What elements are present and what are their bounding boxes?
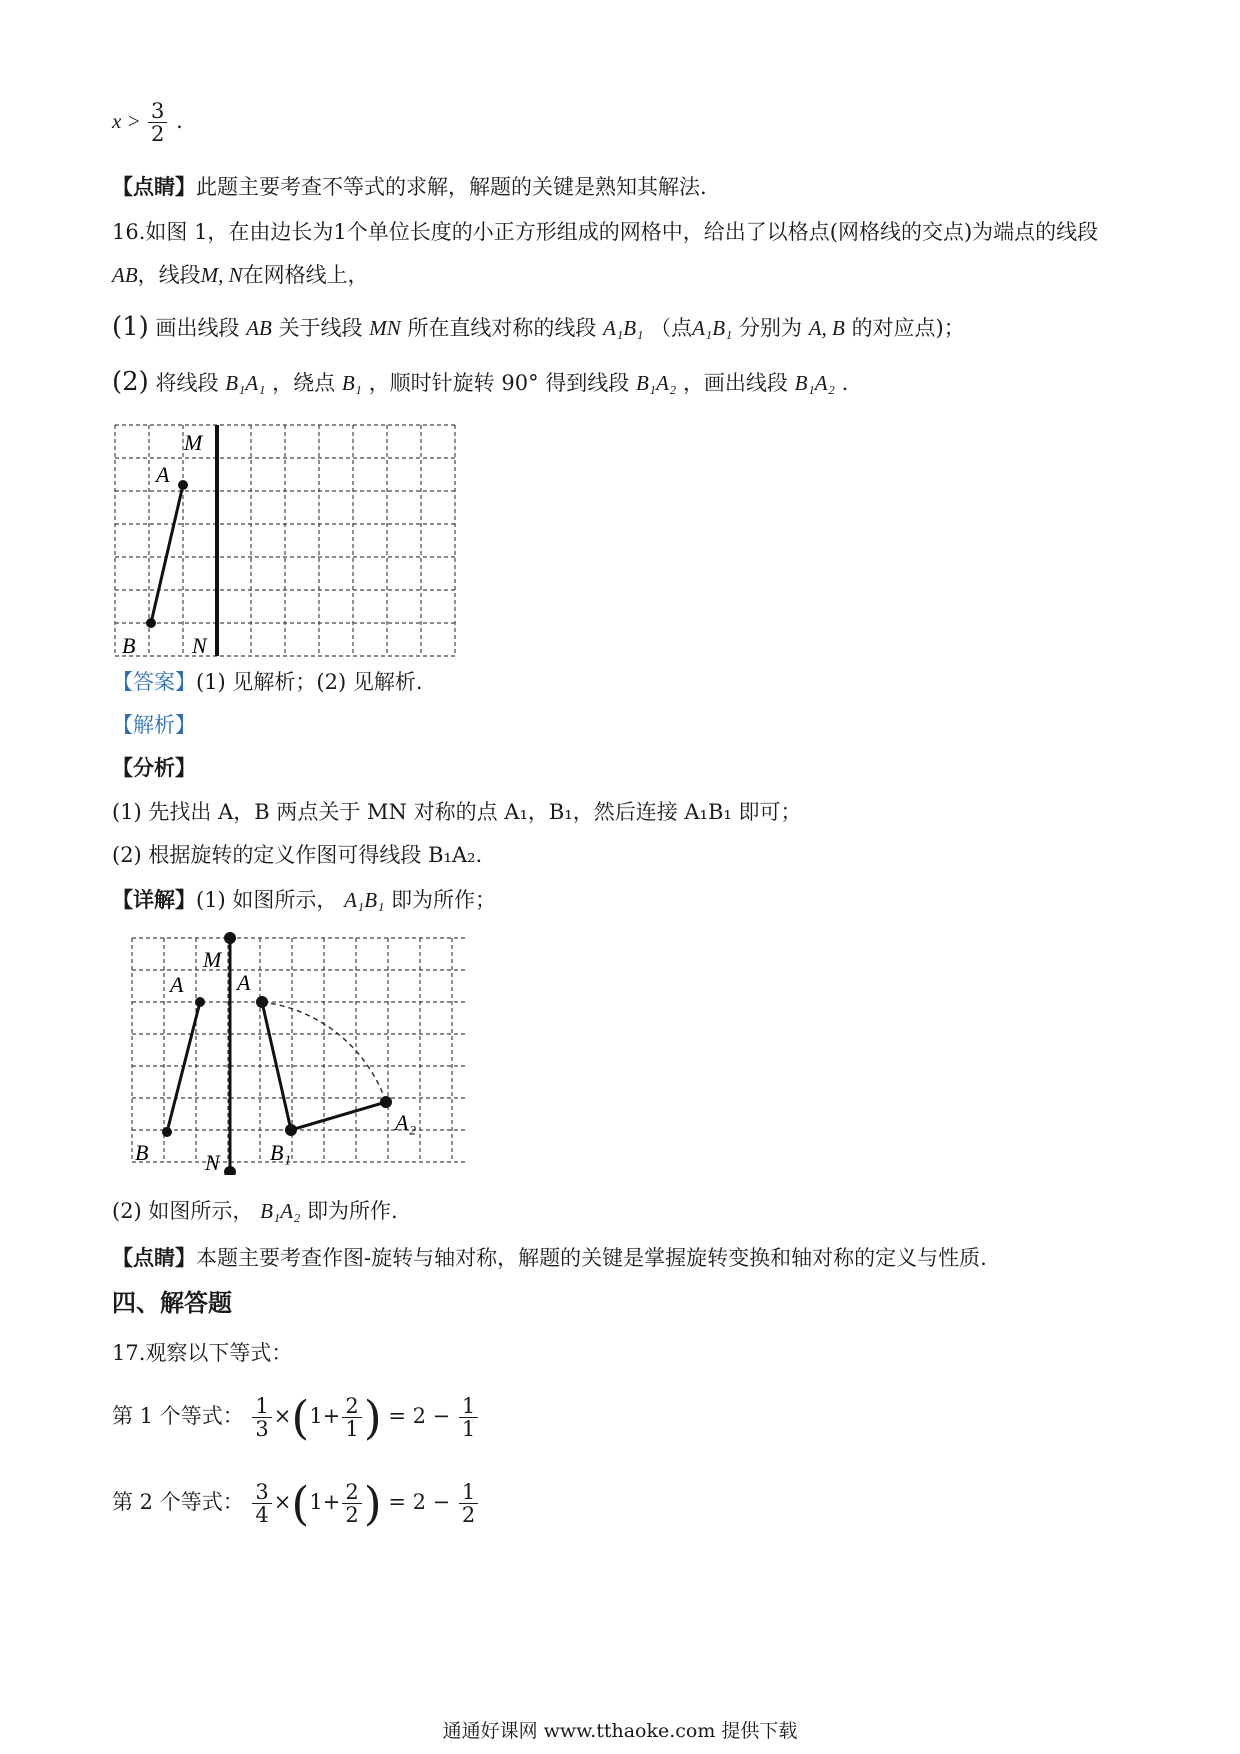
q16-part2: (2) 将线段 B₁A₁ ，绕点 B₁ ，顺时针旋转 90° 得到线段 B₁A₂ ，画出线段 B₁A₂ . [112, 367, 849, 397]
dianjing-tag: 【点睛】 [112, 174, 196, 199]
label-n: N [192, 633, 207, 658]
fenxi-tag: 【分析】 [112, 755, 196, 780]
label-b1: B₁ [270, 1140, 292, 1165]
q17-equation-1: 第 1 个等式： $\frac{1}{3}$ ×(1+ $\frac{2}{1}$ ) = 2 − $\frac{1}{1}$ [112, 1386, 480, 1448]
point-a [178, 480, 188, 490]
dianjing-tag: 【点睛】 [112, 1245, 196, 1270]
point-a2 [380, 1096, 392, 1108]
jiexi-line [112, 710, 196, 740]
q16-line2: AB，线段M, N在网格线上， [112, 263, 369, 287]
point-b [162, 1127, 172, 1137]
label-b: B [122, 633, 136, 658]
inequality-result: x > $\frac{3}{2}$ . [112, 99, 183, 147]
xiangjie-line: 【详解】(1) 如图所示， A₁B₁ 即为所作； [112, 887, 497, 912]
label-n: N [205, 1150, 220, 1175]
q16-part1: (1) 画出线段 AB 关于线段 MN 所在直线对称的线段 A₁B₁ （点A₁B₁ 分别为 A, B 的对应点)； [112, 312, 965, 342]
q17-equation-2: 第 2 个等式： $\frac{3}{4}$ ×(1+ $\frac{2}{2}$ ) = 2 − $\frac{1}{2}$ [112, 1472, 480, 1534]
inequality-lhs: x > [112, 109, 146, 134]
xiangjie-line-2: (2) 如图所示， B₁A₂ 即为所作. [112, 1199, 398, 1223]
fraction: $\frac{2}{1}$ [342, 1395, 361, 1440]
label-a1: A [237, 970, 251, 995]
fenxi-step-2: (2) 根据旋转的定义作图可得线段 B₁A₂. [112, 843, 483, 867]
fraction: $\frac{3}{4}$ [252, 1481, 271, 1526]
xiangjie-tag: 【详解】 [112, 887, 196, 912]
dianjing-note-1 [112, 172, 707, 202]
section-heading: 四、解答题 [112, 1288, 232, 1317]
q16-line1: 16.如图 1，在由边长为1个单位长度的小正方形组成的网格中，给出了以格点(网格线的交点)为端点的线段 [112, 220, 1099, 244]
point-b1 [285, 1124, 297, 1136]
segment-ab [167, 1002, 200, 1132]
fraction: $\frac{1}{2}$ [459, 1481, 478, 1526]
jiexi-tag: 【解析】 [112, 713, 196, 737]
fraction-3-2: $\frac{3}{2}$ [148, 100, 167, 145]
figure-1-grid [110, 420, 460, 660]
segment-b1a2 [291, 1102, 386, 1130]
answer-tag: 【答案】 [112, 670, 196, 694]
dianjing-note-2 [112, 1243, 987, 1273]
point-a1 [256, 996, 268, 1008]
label-m: M [203, 947, 222, 972]
figure-2-solution [125, 930, 475, 1175]
dianjing-text: 本题主要考查作图-旋转与轴对称，解题的关键是掌握旋转变换和轴对称的定义与性质. [196, 1246, 987, 1270]
label-a2: A₂ [395, 1110, 417, 1135]
fraction: $\frac{1}{3}$ [252, 1395, 271, 1440]
segment-ab [151, 485, 183, 623]
q17-intro: 17.观察以下等式： [112, 1341, 293, 1365]
point-a [195, 997, 205, 1007]
page-footer: 通通好课网 www.tthaoke.com 提供下载 [442, 1720, 798, 1742]
label-b: B [135, 1140, 149, 1165]
label-a: A [170, 972, 184, 997]
figure-1-gridlines [115, 425, 455, 656]
point-n [224, 1166, 236, 1175]
answer-line: 【答案】(1) 见解析；(2) 见解析. [112, 670, 423, 694]
fenxi-step-1: (1) 先找出 A，B 两点关于 MN 对称的点 A₁，B₁，然后连接 A₁B₁ 即可； [112, 800, 802, 824]
label-m: M [184, 430, 203, 455]
fenxi-line [112, 753, 196, 783]
fraction: $\frac{2}{2}$ [342, 1481, 361, 1526]
label-a: A [156, 462, 170, 487]
point-m [224, 932, 236, 944]
dianjing-text: 此题主要考查不等式的求解，解题的关键是熟知其解法. [196, 175, 707, 199]
point-b [146, 618, 156, 628]
fraction: $\frac{1}{1}$ [459, 1395, 478, 1440]
